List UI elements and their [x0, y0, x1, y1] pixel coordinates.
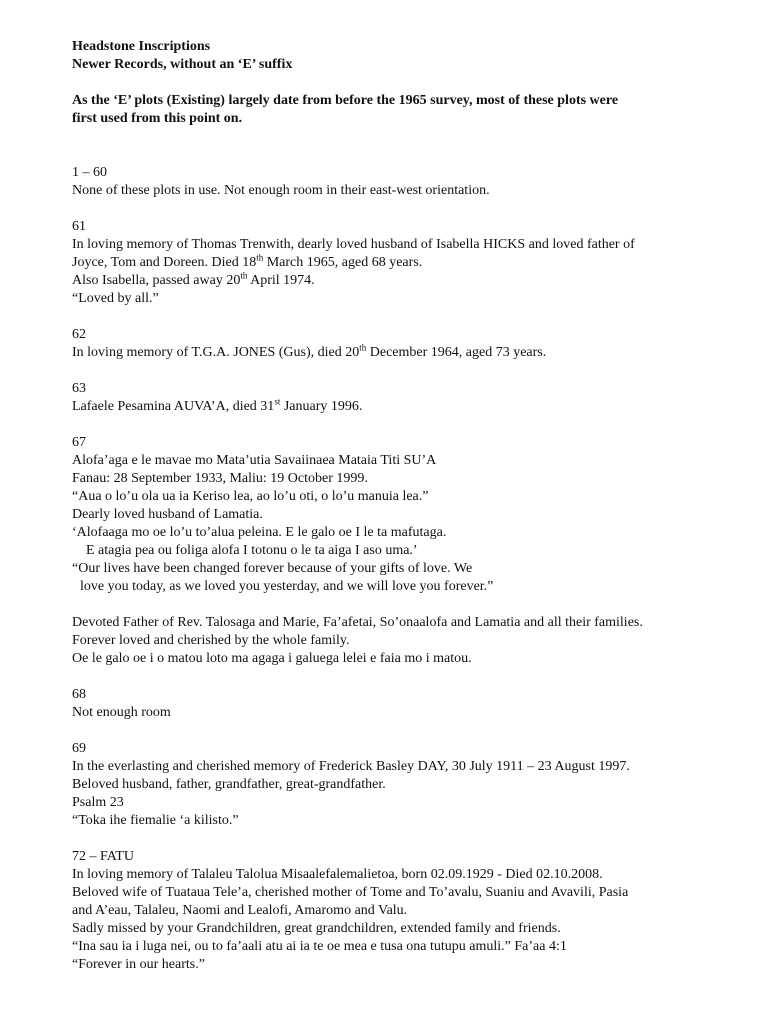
inscription-line: Not enough room: [72, 705, 171, 720]
entry-72: [72, 848, 712, 974]
inscription-line: Lafaele Pesamina AUVA’A, died 31st January 1996.: [72, 396, 363, 414]
document-subtitle: Newer Records, without an ‘E’ suffix: [72, 57, 293, 72]
entry-68: [72, 686, 712, 722]
inscription-line: Sadly missed by your Grandchildren, great grandchildren, extended family and friends.: [72, 921, 561, 936]
inscription-line: E atagia pea ou foliga alofa I totonu o le ta aiga I aso uma.’: [86, 543, 418, 558]
inscription-line: “Ina sau ia i luga nei, ou to fa’aali atu ai ia te oe mea e tusa ona tutupu amuli.” Fa’aa 4:1: [72, 939, 567, 954]
document-page: [72, 38, 712, 974]
inscription-line: In loving memory of Talaleu Talolua Misaalefalemalietoa, born 02.09.1929 - Died 02.10.2008.: [72, 867, 603, 882]
entry-61: [72, 218, 712, 308]
inscription-line: Psalm 23: [72, 795, 124, 810]
intro-line: first used from this point on.: [72, 111, 243, 126]
plot-number: 68: [72, 687, 86, 702]
inscription-line: “Our lives have been changed forever because of your gifts of love. We: [72, 561, 473, 576]
entry-1-60: [72, 164, 712, 200]
plot-number: 69: [72, 741, 86, 756]
inscription-line: ‘Alofaaga mo oe lo’u to’alua peleina. E le galo oe I le ta mafutaga.: [72, 525, 447, 540]
inscription-line: “Aua o lo’u ola ua ia Keriso lea, ao lo’u oti, o lo’u manuia lea.”: [72, 489, 429, 504]
inscription-line: “Loved by all.”: [72, 291, 159, 306]
inscription-line: and A’eau, Talaleu, Naomi and Lealofi, Amaromo and Valu.: [72, 903, 408, 918]
inscription-line: Fanau: 28 September 1933, Maliu: 19 October 1999.: [72, 471, 368, 486]
inscription-line: “Forever in our hearts.”: [72, 957, 205, 972]
document-title: Headstone Inscriptions: [72, 39, 211, 54]
inscription-line: In loving memory of Thomas Trenwith, dearly loved husband of Isabella HICKS and loved father of: [72, 237, 635, 252]
inscription-line: Beloved husband, father, grandfather, great-grandfather.: [72, 777, 386, 792]
plot-number: 72 – FATU: [72, 849, 134, 864]
inscription-line: Joyce, Tom and Doreen. Died 18th March 1965, aged 68 years.: [72, 252, 423, 270]
plot-number: 61: [72, 219, 86, 234]
inscription-line: Devoted Father of Rev. Talosaga and Marie, Fa’afetai, So’onaalofa and Lamatia and all their families.: [72, 615, 643, 630]
inscription-line: love you today, as we loved you yesterday, and we will love you forever.”: [80, 579, 494, 594]
plot-number: 62: [72, 327, 86, 342]
entry-62: [72, 326, 712, 362]
entry-69: [72, 740, 712, 830]
plot-number: 63: [72, 381, 86, 396]
inscription-line: None of these plots in use. Not enough room in their east-west orientation.: [72, 183, 490, 198]
inscription-line: Forever loved and cherished by the whole family.: [72, 633, 350, 648]
inscription-line: “Toka ihe fiemalie ‘a kilisto.”: [72, 813, 239, 828]
plot-number: 1 – 60: [72, 165, 107, 180]
inscription-line: Dearly loved husband of Lamatia.: [72, 507, 263, 522]
plot-number: 67: [72, 435, 86, 450]
intro-line: As the ‘E’ plots (Existing) largely date from before the 1965 survey, most of these plots were: [72, 93, 619, 108]
inscription-line: Also Isabella, passed away 20th April 1974.: [72, 270, 315, 288]
inscription-line: Alofa’aga e le mavae mo Mata’utia Savaiinaea Mataia Titi SU’A: [72, 453, 437, 468]
inscription-line: In loving memory of T.G.A. JONES (Gus), died 20th December 1964, aged 73 years.: [72, 342, 547, 360]
entry-63: [72, 380, 712, 416]
inscription-line: Oe le galo oe i o matou loto ma agaga i galuega lelei e faia mo i matou.: [72, 651, 472, 666]
entry-67: [72, 434, 712, 668]
inscription-line: Beloved wife of Tuataua Tele’a, cherished mother of Tome and To’avalu, Suaniu and Avavili, Pasia: [72, 885, 629, 900]
inscription-line: In the everlasting and cherished memory of Frederick Basley DAY, 30 July 1911 – 23 August 1997.: [72, 759, 630, 774]
